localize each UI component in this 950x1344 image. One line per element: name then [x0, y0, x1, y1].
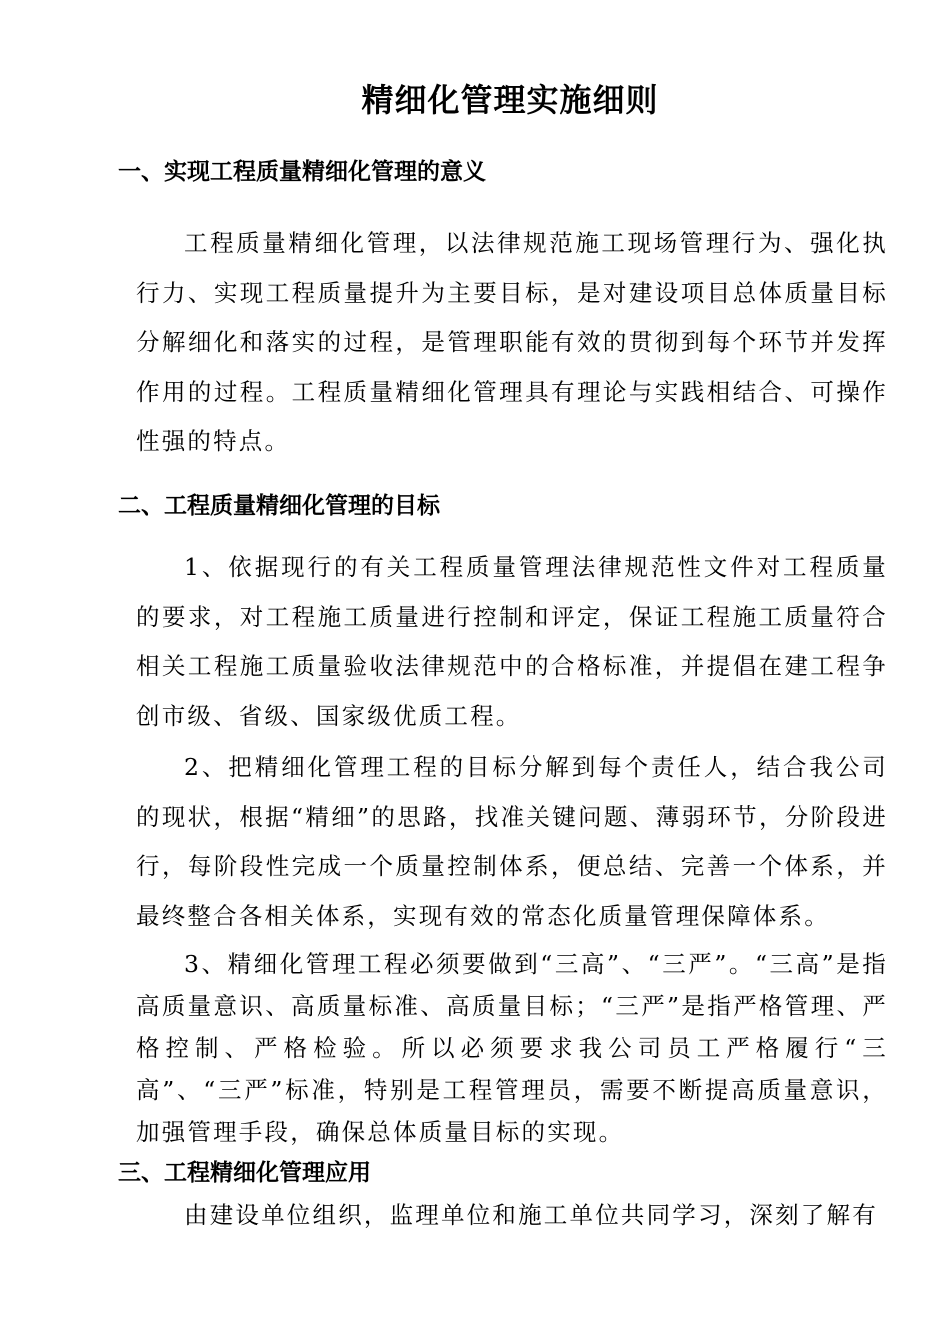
section-2-paragraph-2: 2、把精细化管理工程的目标分解到每个责任人，结合我公司的现状，根据“精细”的思路，找准关键问题、薄弱环节，分阶段进行，每阶段性完成一个质量控制体系，便总结、完善一个体系，并最终整合各相关体系，实现有效的常态化质量管理保障体系。 — [136, 753, 888, 930]
section-1-paragraph-1: 工程质量精细化管理，以法律规范施工现场管理行为、强化执行力、实现工程质量提升为主要目标，是对建设项目总体质量目标分解细化和落实的过程，是管理职能有效的贯彻到每个环节并发挥作用的过程。工程质量精细化管理具有理论与实践相结合、可操作性强的特点。 — [136, 229, 888, 455]
section-heading-3: 三、工程精细化管理应用 — [118, 1160, 371, 1186]
document-title: 精细化管理实施细则 — [361, 81, 659, 119]
section-3-paragraph-1: 由建设单位组织，监理单位和施工单位共同学习，深刻了解有 — [184, 1201, 878, 1229]
section-2-paragraph-1: 1、依据现行的有关工程质量管理法律规范性文件对工程质量的要求，对工程施工质量进行控制和评定，保证工程施工质量符合相关工程施工质量验收法律规范中的合格标准，并提倡在建工程争创市级、省级、国家级优质工程。 — [136, 553, 888, 730]
section-heading-2: 二、工程质量精细化管理的目标 — [118, 493, 440, 519]
section-heading-1: 一、实现工程质量精细化管理的意义 — [118, 159, 486, 185]
section-2-paragraph-3: 3、精细化管理工程必须要做到“三高”、“三严”。“三高”是指高质量意识、高质量标准、高质量目标；“三严”是指严格管理、严格控制、严格检验。所以必须要求我公司员工严格履行“三高”、“三严”标准，特别是工程管理员，需要不断提高质量意识，加强管理手段，确保总体质量目标的实现。 — [136, 950, 888, 1146]
